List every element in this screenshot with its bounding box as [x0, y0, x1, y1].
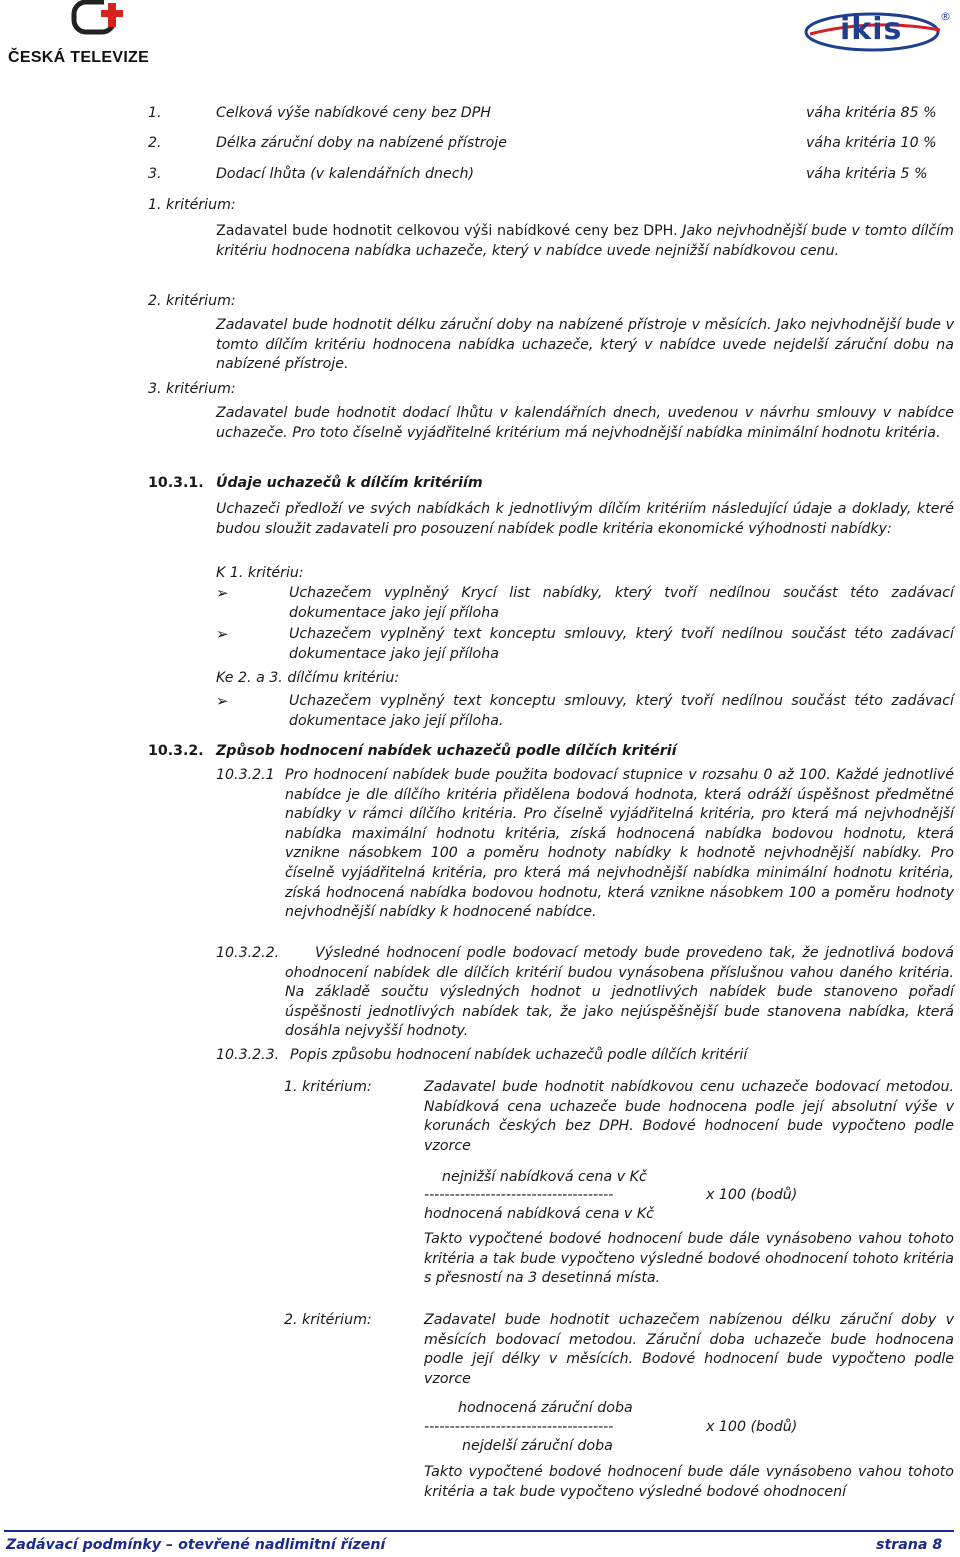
- ikis-logo: [800, 8, 952, 56]
- criterion-1-text-b: Jako nejvhodnější bude v tomto dílčím kritériu hodnocena nabídka uchazeče, který v nabídce uvede nejnižší nabídkovou cenu.: [216, 223, 954, 259]
- section-10-3-2-title: Způsob hodnocení nabídek uchazečů podle dílčích kritérií: [216, 743, 677, 759]
- section-10-3-1-number: 10.3.1.: [148, 475, 204, 491]
- weight-number: 1.: [148, 105, 162, 121]
- weight-value: váha kritéria 5 %: [806, 166, 928, 182]
- weight-label: Dodací lhůta (v kalendářních dnech): [216, 166, 475, 182]
- c2-label: 2. kritérium:: [284, 1312, 372, 1328]
- p2-text-b: Na základě součtu výsledných hodnot u jednotlivých nabídek bude stanoveno pořadí úspěšnosti jednotlivých nabídek tak, že jako nejúspěšnější bude stanovena nabídka, která dosáhla nejvyšší hodnoty.: [285, 984, 954, 1040]
- weight-number: 3.: [148, 166, 162, 182]
- criterion-3-text: [216, 404, 954, 443]
- p1-text-b: Každé jednotlivé nabídce je dle dílčího kritéria přidělena bodová hodnota, která odráží úspěšnost předmětné nabídky v rámci dílčího kritéria.: [285, 767, 954, 823]
- ct-logo-text: ČESKÁ TELEVIZE: [8, 49, 150, 66]
- arrow-bullet-icon: ➢: [216, 584, 229, 602]
- weight-label: Celková výše nabídkové ceny bez DPH: [216, 105, 491, 121]
- k1-label: K 1. kritériu:: [216, 565, 304, 581]
- criterion-2-text: [216, 316, 954, 375]
- criterion-3-heading: 3. kritérium:: [148, 381, 236, 397]
- criterion-3-text-b: Pro toto číselně vyjádřitelné kritérium má nejvhodnější nabídka minimální hodnotu kritéria.: [292, 424, 941, 441]
- k1-item: Uchazečem vyplněný Krycí list nabídky, který tvoří nedílnou součást této zadávací dokumentace jako její příloha: [289, 585, 954, 621]
- weight-number: 2.: [148, 135, 162, 151]
- criterion-2-text-b: Jako nejvhodnější bude v tomto dílčím kritériu hodnocena nabídka uchazeče, který v nabídce uvede nejdelší záruční dobu na nabízené přístroje.: [216, 317, 955, 373]
- ct-logo-icon: [60, 0, 130, 46]
- p1-text: [285, 766, 954, 923]
- k1-item: Uchazečem vyplněný text konceptu smlouvy, který tvoří nedílnou součást této zadávací dokumentace jako její příloha: [289, 626, 954, 662]
- weight-label: Délka záruční doby na nabízené přístroje: [216, 135, 507, 151]
- section-10-3-1-intro: Uchazeči předloží ve svých nabídkách k jednotlivým dílčím kritériím následující údaje a doklady, které budou sloužit zadavateli pro posouzení nabídek podle kritéria ekonomické výhodnosti nabídky:: [216, 501, 954, 537]
- p2-number: 10.3.2.2.: [216, 945, 280, 961]
- c2-text-c: Bodové hodnocení bude vypočteno podle vzorce: [424, 1351, 954, 1387]
- section-10-3-1-title: Údaje uchazečů k dílčím kritériím: [216, 475, 483, 491]
- footer-page-number: strana 8: [876, 1537, 943, 1553]
- c2-text: [424, 1311, 954, 1389]
- ikis-registered-mark: ®: [940, 10, 951, 23]
- weight-value: váha kritéria 85 %: [806, 105, 937, 121]
- p3-number: 10.3.2.3.: [216, 1047, 280, 1063]
- c1-label: 1. kritérium:: [284, 1079, 372, 1095]
- footer-title: Zadávací podmínky – otevřené nadlimitní řízení: [6, 1537, 386, 1553]
- footer-rule: [4, 1530, 954, 1532]
- p1-text-a: Pro hodnocení nabídek bude použita bodovací stupnice v rozsahu 0 až 100.: [285, 767, 831, 783]
- p2-text: [285, 944, 954, 1042]
- c1-after: Takto vypočtené bodové hodnocení bude dále vynásobeno vahou tohoto kritéria a tak bude vypočteno výsledné bodové ohodnocení tohoto kritéria s přesností na 3 desetinná místa.: [424, 1231, 954, 1287]
- c2-formula-multiplier: x 100 (bodů): [706, 1419, 798, 1435]
- ikis-logo-text: ikis: [840, 12, 903, 47]
- criterion-1-text: [216, 222, 954, 261]
- k23-item: Uchazečem vyplněný text konceptu smlouvy, který tvoří nedílnou součást této zadávací dokumentace jako její příloha.: [289, 693, 954, 729]
- p3-title: Popis způsobu hodnocení nabídek uchazečů podle dílčích kritérií: [290, 1047, 748, 1063]
- c2-text-b: Záruční doba uchazeče bude hodnocena podle její délky v měsících.: [424, 1331, 954, 1368]
- c2-formula-line: -------------------------------------: [424, 1419, 614, 1435]
- c1-text-b: Nabídková cena uchazeče bude hodnocena podle její absolutní výše v korunách českých bez DPH.: [424, 1098, 954, 1135]
- p1-text-c: Pro číselně vyjádřitelná kritéria, pro která má nejvhodnější nabídka maximální hodnotu kritéria, získá hodnocená nabídka bodovou hodnotu, která vznikne násobkem 100 a poměru hodnoty nabídky k hodnotě nejvhodnější nabídky.: [285, 806, 955, 862]
- k23-label: Ke 2. a 3. dílčímu kritériu:: [216, 670, 400, 686]
- criterion-1-heading: 1. kritérium:: [148, 197, 236, 213]
- criterion-2-text-a: Zadavatel bude hodnotit délku záruční doby na nabízené přístroje v měsících.: [216, 317, 772, 333]
- p1-number: 10.3.2.1: [216, 767, 275, 783]
- c1-formula-multiplier: x 100 (bodů): [706, 1187, 798, 1203]
- c2-text-a: Zadavatel bude hodnotit uchazečem nabízenou délku záruční doby v měsících bodovací metodou.: [424, 1312, 954, 1348]
- weight-value: váha kritéria 10 %: [806, 135, 937, 151]
- p1-text-d: Pro číselně vyjádřitelná kritéria, pro která má nejvhodnější nabídka minimální hodnotu kritéria, získá hodnocená nabídka bodovou hodnotu, která vznikne násobkem 100 a poměru hodnoty nejvhodnější nabídky k hodnocené nabídce.: [285, 845, 954, 921]
- c1-text-c: Bodové hodnocení bude vypočteno podle vzorce: [424, 1118, 954, 1154]
- c2-formula-numerator: hodnocená záruční doba: [458, 1400, 633, 1416]
- criterion-2-heading: 2. kritérium:: [148, 293, 236, 309]
- c1-formula-numerator: nejnižší nabídková cena v Kč: [442, 1169, 647, 1185]
- criterion-3-text-a: Zadavatel bude hodnotit dodací lhůtu v kalendářních dnech, uvedenou v návrhu smlouvy v nabídce uchazeče.: [216, 405, 954, 441]
- c2-after: Takto vypočtené bodové hodnocení bude dále vynásobeno vahou tohoto kritéria a tak bude vypočteno výsledné bodové ohodnocení: [424, 1464, 954, 1500]
- ct-logo: [8, 0, 178, 70]
- c1-text-a: Zadavatel bude hodnotit nabídkovou cenu uchazeče bodovací metodou.: [424, 1079, 954, 1095]
- c1-text: [424, 1078, 954, 1156]
- c1-formula-line: -------------------------------------: [424, 1187, 614, 1203]
- section-10-3-2-number: 10.3.2.: [148, 743, 204, 759]
- c2-formula-denominator: nejdelší záruční doba: [462, 1438, 613, 1454]
- criterion-1-text-a: Zadavatel bude hodnotit celkovou výši nabídkové ceny bez DPH.: [216, 223, 678, 239]
- arrow-bullet-icon: ➢: [216, 625, 229, 643]
- arrow-bullet-icon: ➢: [216, 692, 229, 710]
- c1-formula-denominator: hodnocená nabídková cena v Kč: [424, 1206, 654, 1222]
- p2-text-a: Výsledné hodnocení podle bodovací metody bude provedeno tak, že jednotlivá bodová ohodnocení nabídek dle dílčích kritérií budou vynásobena příslušnou vahou daného kritéria.: [285, 945, 954, 981]
